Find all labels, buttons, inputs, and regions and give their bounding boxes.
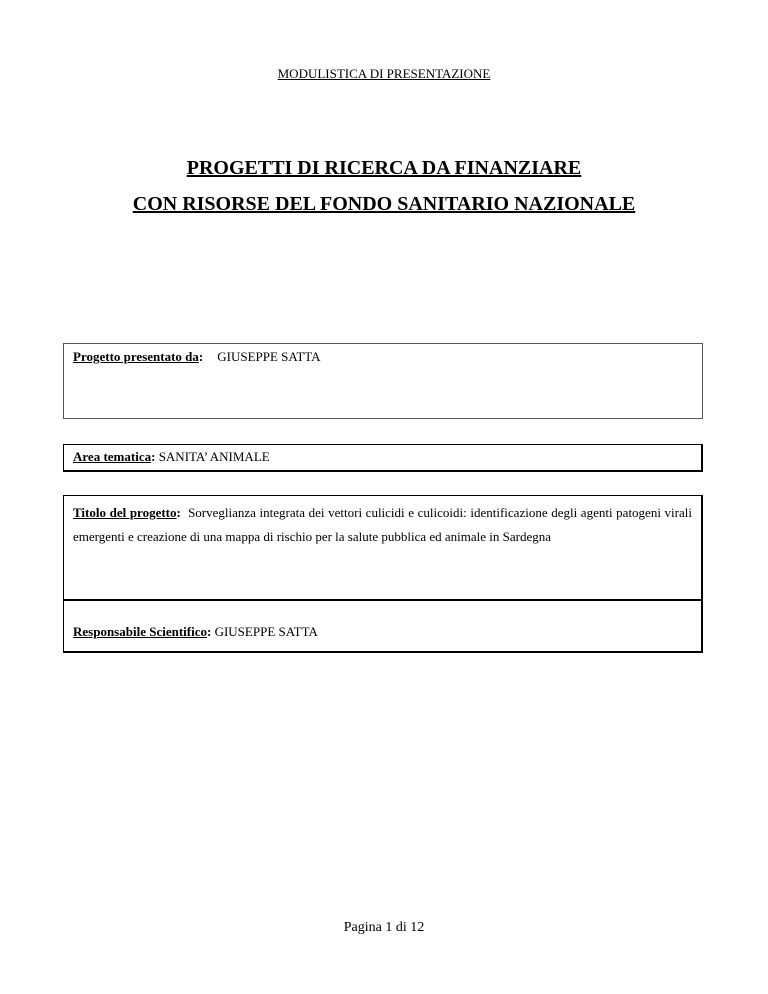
page-title-line-1: PROGETTI DI RICERCA DA FINANZIARE — [186, 157, 582, 179]
presentato-label: Progetto presentato da — [73, 349, 199, 364]
titolo-label: Titolo del progetto — [73, 505, 177, 520]
presentato-box — [63, 343, 703, 419]
area-label: Area tematica — [73, 449, 152, 464]
titolo-box — [63, 495, 703, 653]
responsabile-colon: : — [206, 624, 212, 639]
area-box — [63, 444, 703, 472]
responsabile-cell — [64, 601, 701, 640]
area-colon: : — [151, 449, 156, 464]
presentato-value: GIUSEPPE SATTA — [217, 349, 321, 364]
titolo-cell — [64, 496, 701, 601]
responsabile-value: GIUSEPPE SATTA — [214, 624, 318, 639]
page-title-line-2: CON RISORSE DEL FONDO SANITARIO NAZIONALE — [132, 193, 636, 215]
page-number: Pagina 1 di 12 — [343, 920, 425, 935]
titolo-colon: : — [176, 505, 181, 520]
titolo-value: Sorveglianza integrata dei vettori culicidi e culicoidi: identificazione degli agenti patogeni virali emergenti e creazione di una mappa di rischio per la salute pubblica ed animale in Sardegna — [73, 505, 692, 544]
area-value: SANITA’ ANIMALE — [158, 449, 270, 464]
presentato-colon: : — [198, 349, 204, 364]
document-header: MODULISTICA DI PRESENTAZIONE — [277, 66, 491, 81]
responsabile-label: Responsabile Scientifico — [73, 624, 207, 639]
